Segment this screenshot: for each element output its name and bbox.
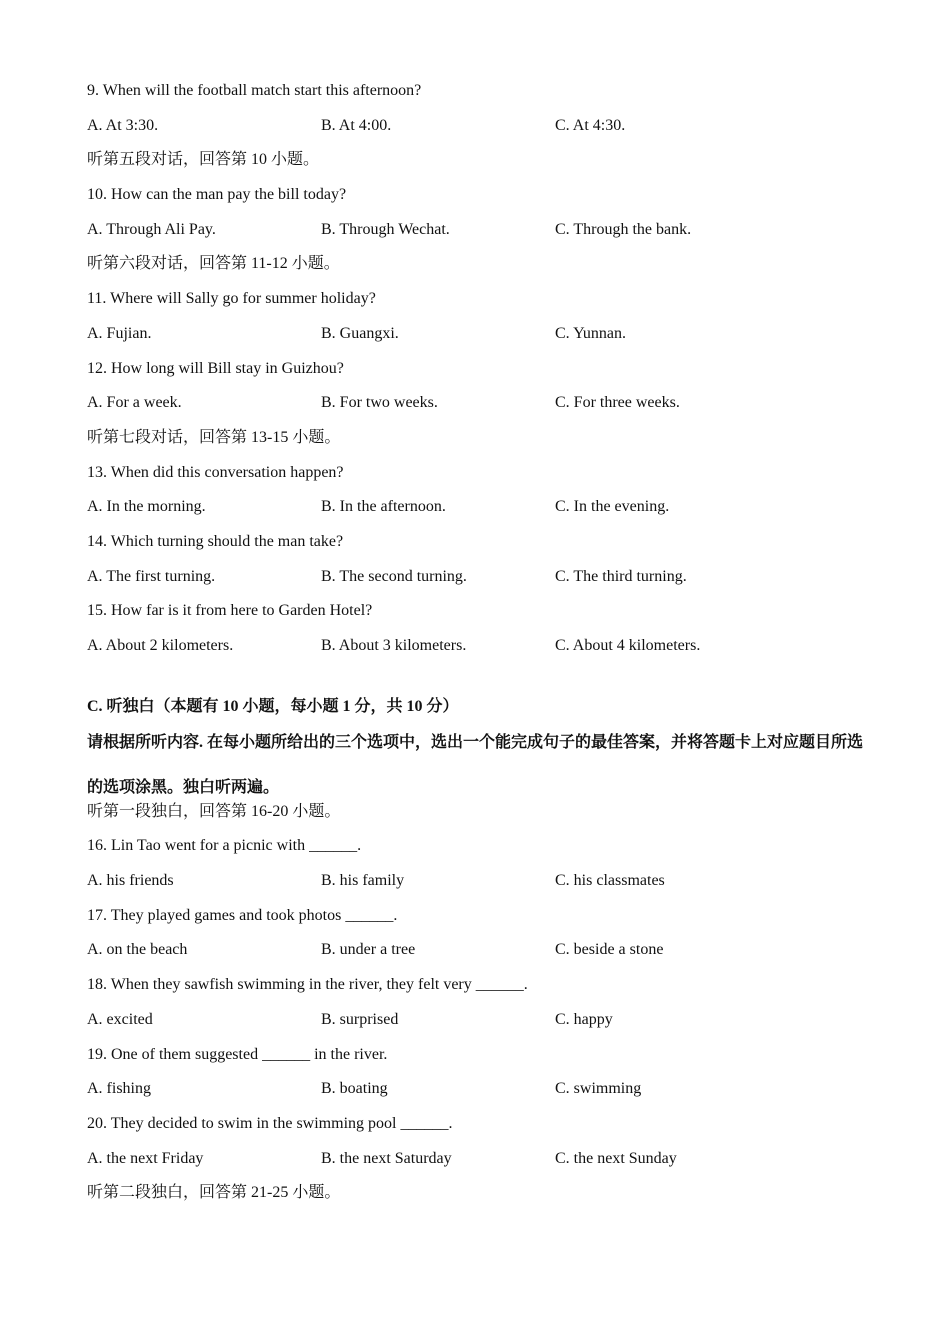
option-c: C. About 4 kilometers. xyxy=(555,637,701,654)
options-row xyxy=(87,218,877,253)
option-c: C. Through the bank. xyxy=(555,220,692,238)
options-row xyxy=(87,1008,877,1043)
option-b: B. The second turning. xyxy=(321,567,467,585)
options-row xyxy=(87,565,877,600)
question-text: 19. One of them suggested ______ in the river. xyxy=(87,1045,388,1063)
option-b: B. surprised xyxy=(321,1010,399,1028)
section-spacer xyxy=(87,669,877,695)
option-a: A. Fujian. xyxy=(87,324,152,342)
option-b: B. Through Wechat. xyxy=(321,220,450,238)
question-text: 16. Lin Tao went for a picnic with ______. xyxy=(87,837,362,855)
option-a: A. For a week. xyxy=(87,394,182,412)
option-c: C. his classmates xyxy=(555,872,665,890)
option-b: B. Guangxi. xyxy=(321,324,399,342)
question-text: 11. Where will Sally go for summer holiday? xyxy=(87,290,376,308)
options-row xyxy=(87,634,877,669)
option-a: A. In the morning. xyxy=(87,498,206,516)
options-row xyxy=(87,938,877,973)
option-c: C. At 4:30. xyxy=(555,116,626,134)
section-note: 听第二段独白，回答第 21-25 小题。 xyxy=(87,1184,341,1202)
option-c: C. swimming xyxy=(555,1080,642,1098)
question-text: 17. They played games and took photos ______. xyxy=(87,906,398,924)
options-row xyxy=(87,391,877,426)
option-b: B. In the afternoon. xyxy=(321,498,446,516)
option-c: C. In the evening. xyxy=(555,498,670,516)
options-row xyxy=(87,1147,877,1182)
option-a: A. excited xyxy=(87,1010,153,1028)
section-heading: C. 听独白（本题有 10 小题，每小题 1 分，共 10 分） xyxy=(87,697,459,715)
option-a: A. his friends xyxy=(87,872,174,890)
section-note: 听第五段对话，回答第 10 小题。 xyxy=(87,151,320,169)
option-a: A. At 3:30. xyxy=(87,116,159,134)
option-b: B. boating xyxy=(321,1080,388,1098)
option-a: A. fishing xyxy=(87,1080,151,1098)
options-row xyxy=(87,495,877,530)
question-text: 18. When they sawfish swimming in the river, they felt very ______. xyxy=(87,976,528,994)
document-page xyxy=(87,79,877,1216)
question-text: 20. They decided to swim in the swimming pool ______. xyxy=(87,1114,453,1132)
option-c: C. Yunnan. xyxy=(555,324,626,342)
option-b: B. For two weeks. xyxy=(321,394,438,412)
option-a: A. About 2 kilometers. xyxy=(87,637,234,654)
question-text: 10. How can the man pay the bill today? xyxy=(87,186,347,204)
options-row xyxy=(87,1077,877,1112)
option-a: A. Through Ali Pay. xyxy=(87,220,216,238)
option-c: C. the next Sunday xyxy=(555,1149,677,1167)
option-b: B. the next Saturday xyxy=(321,1149,452,1167)
section-note: 听第一段独白，回答第 16-20 小题。 xyxy=(87,802,341,820)
option-b: B. At 4:00. xyxy=(321,116,392,134)
option-c: C. For three weeks. xyxy=(555,394,680,412)
options-row xyxy=(87,869,877,904)
options-row xyxy=(87,114,877,149)
options-row xyxy=(87,322,877,357)
option-a: A. the next Friday xyxy=(87,1149,204,1167)
section-note: 听第七段对话，回答第 13-15 小题。 xyxy=(87,428,341,446)
option-b: B. About 3 kilometers. xyxy=(321,637,467,654)
option-b: B. under a tree xyxy=(321,941,416,959)
question-text: 13. When did this conversation happen? xyxy=(87,463,344,481)
option-c: C. The third turning. xyxy=(555,567,687,585)
question-text: 14. Which turning should the man take? xyxy=(87,532,344,550)
section-instruction: 请根据所听内容. 在每小题所给出的三个选项中，选出一个能完成句子的最佳答案，并将答题卡上对应题目所选的选项涂黑。独白听两遍。 xyxy=(87,733,864,796)
question-text: 15. How far is it from here to Garden Hotel? xyxy=(87,602,373,620)
option-c: C. happy xyxy=(555,1010,613,1028)
section-note: 听第六段对话，回答第 11-12 小题。 xyxy=(87,255,340,273)
option-c: C. beside a stone xyxy=(555,941,664,959)
question-text: 12. How long will Bill stay in Guizhou? xyxy=(87,359,344,377)
option-b: B. his family xyxy=(321,872,405,890)
question-text: 9. When will the football match start this afternoon? xyxy=(87,82,422,99)
option-a: A. The first turning. xyxy=(87,567,216,585)
option-a: A. on the beach xyxy=(87,941,188,959)
